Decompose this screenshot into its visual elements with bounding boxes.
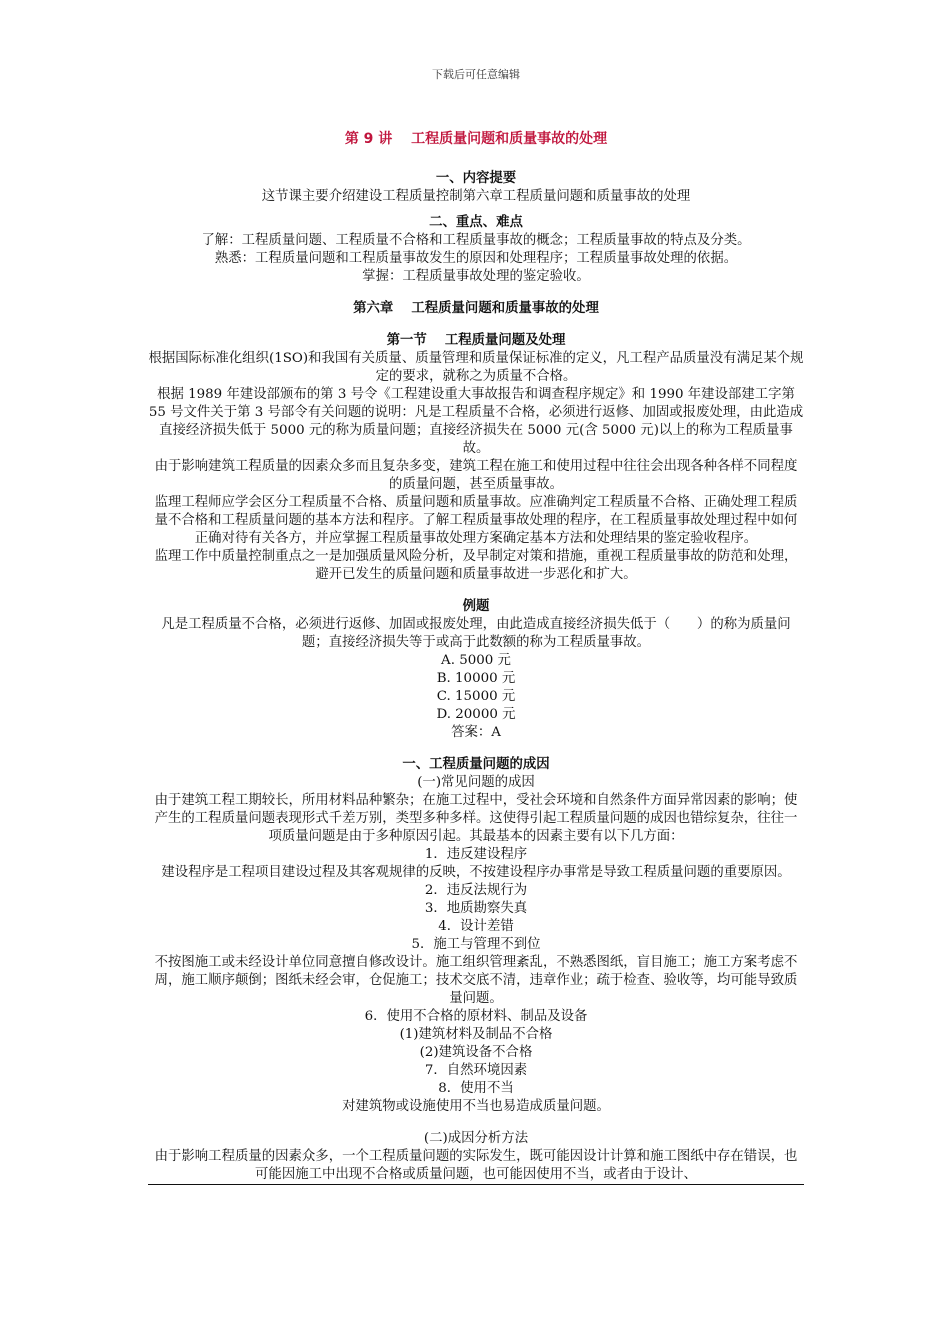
chapter-title: 第六章 工程质量问题和质量事故的处理 [353, 301, 599, 316]
analysis-text: 由于影响工程质量的因素众多，一个工程质量问题的实际发生，既可能因设计计算和施工图纸中存在错误，也可能因施工中出现不合格或质量问题，也可能因使用不当，或者由于设计、 [148, 1148, 804, 1185]
paragraph: 监理工作中质量控制重点之一是加强质量风险分析，及早制定对策和措施，重视工程质量事故的防范和处理，避开已发生的质量问题和质量事故进一步恶化和扩大。 [154, 549, 798, 582]
causes-subheading-analysis: (二)成因分析方法 [423, 1131, 529, 1146]
causes-heading: 一、工程质量问题的成因 [402, 757, 550, 772]
paragraph: 根据 1989 年建设部颁布的第 3 号令《工程建设重大事故报告和调查程序规定》和 1990 年建设部建工字第 55 号文件关于第 3 号部令有关问题的说明：凡是工程质量不合格，必须进行返修、加固或报废处理，由此造成直接经济损失低于 5000 元的称为质量问题；直接经济损失在 5000 元(含 5000 元)以上的称为工程质量事故。 [148, 387, 804, 456]
keypoints-understand: 了解：工程质量问题、工程质量不合格和工程质量事故的概念；工程质量事故的特点及分类。 [201, 233, 751, 248]
causes-intro: 由于建筑工程工期较长，所用材料品种繁杂；在施工过程中，受社会环境和自然条件方面异常因素的影响；使产生的工程质量问题表现形式千差万别，类型多种多样。这使得引起工程质量问题的成因也错综复杂，往往一项质量问题是由于多种原因引起。其最基本的因素主要有以下几方面： [154, 793, 798, 844]
cause-item-1: 1．违反建设程序 [424, 847, 528, 862]
example-option-a: A. 5000 元 [441, 653, 511, 668]
cause-item-6: 6．使用不合格的原材料、制品及设备 [364, 1009, 588, 1024]
keypoints-familiar: 熟悉：工程质量问题和工程质量事故发生的原因和处理程序；工程质量事故处理的依据。 [214, 251, 738, 266]
cause-item-5: 5．施工与管理不到位 [411, 937, 541, 952]
example-heading: 例题 [462, 599, 490, 614]
keypoints-heading: 二、重点、难点 [429, 215, 523, 230]
summary-heading: 一、内容提要 [435, 171, 517, 186]
keypoints-master: 掌握：工程质量事故处理的鉴定验收。 [362, 269, 590, 284]
summary-text: 这节课主要介绍建设工程质量控制第六章工程质量问题和质量事故的处理 [261, 189, 691, 204]
example-answer: 答案：A [451, 725, 501, 740]
lecture-title: 第 9 讲 工程质量问题和质量事故的处理 [344, 131, 608, 147]
document-body [148, 170, 804, 1185]
header-note: 下载后可任意编辑 [432, 68, 520, 81]
cause-item-1-text: 建设程序是工程项目建设过程及其客观规律的反映，不按建设程序办事常是导致工程质量问题的重要原因。 [161, 865, 791, 880]
paragraph: 由于影响建筑工程质量的因素众多而且复杂多变，建筑工程在施工和使用过程中往往会出现各种各样不同程度的质量问题，甚至质量事故。 [154, 459, 798, 492]
cause-item-4: 4．设计差错 [438, 919, 514, 934]
causes-subheading-common: (一)常见问题的成因 [417, 775, 535, 790]
cause-item-5-text: 不按图施工或未经设计单位同意擅自修改设计。施工组织管理紊乱，不熟悉图纸，盲目施工；施工方案考虑不周，施工顺序颠倒；图纸未经会审，仓促施工；技术交底不清，违章作业；疏于检查、验收等，均可能导致质量问题。 [154, 955, 798, 1006]
example-option-b: B. 10000 元 [436, 671, 516, 686]
cause-item-8-text: 对建筑物或设施使用不当也易造成质量问题。 [342, 1099, 610, 1114]
example-option-c: C. 15000 元 [436, 689, 516, 704]
section-title: 第一节 工程质量问题及处理 [386, 333, 566, 348]
cause-item-2: 2．违反法规行为 [424, 883, 528, 898]
paragraph: 监理工程师应学会区分工程质量不合格、质量问题和质量事故。应准确判定工程质量不合格、正确处理工程质量不合格和工程质量问题的基本方法和程序。了解工程质量事故处理的程序，在工程质量事故处理过程中如何正确对待有关各方，并应掌握工程质量事故处理方案确定基本方法和处理结果的鉴定验收程序。 [154, 495, 798, 546]
cause-item-7: 7．自然环境因素 [424, 1063, 528, 1078]
cause-item-6-b: (2)建筑设备不合格 [419, 1045, 533, 1060]
cause-item-8: 8．使用不当 [438, 1081, 514, 1096]
cause-item-3: 3．地质勘察失真 [424, 901, 528, 916]
example-question: 凡是工程质量不合格，必须进行返修、加固或报废处理，由此造成直接经济损失低于（ ）的称为质量问题；直接经济损失等于或高于此数额的称为工程质量事故。 [161, 617, 791, 650]
cause-item-6-a: (1)建筑材料及制品不合格 [399, 1027, 553, 1042]
paragraph: 根据国际标准化组织(1SO)和我国有关质量、质量管理和质量保证标准的定义，凡工程产品质量没有满足某个规定的要求，就称之为质量不合格。 [148, 351, 804, 384]
example-option-d: D. 20000 元 [436, 707, 516, 722]
